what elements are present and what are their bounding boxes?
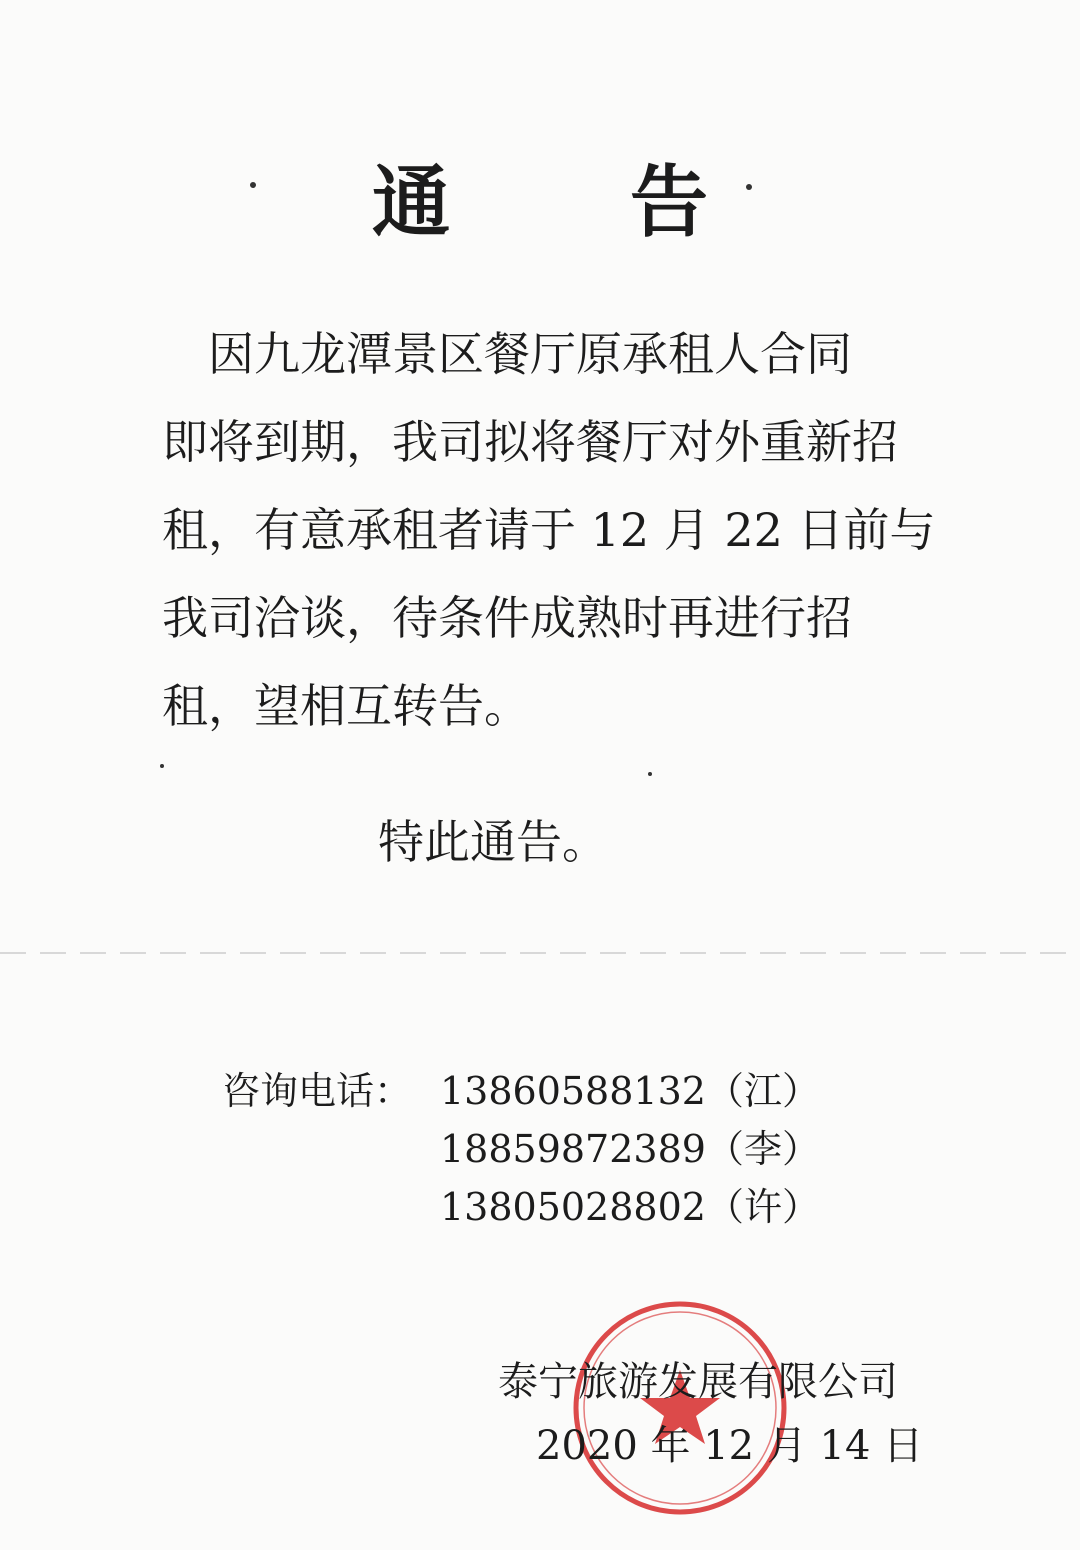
- notice-title: [0, 140, 1080, 252]
- body-line: 我司洽谈，待条件成熟时再进行招: [162, 591, 852, 645]
- contact-label: 咨询电话：: [222, 1069, 413, 1113]
- closing-statement: 特此通告。: [378, 815, 608, 869]
- issue-date: 2020 年 12 月 14 日: [536, 1423, 924, 1469]
- phone-number: 13805028802（许）: [440, 1185, 820, 1229]
- title-char-2: 告: [630, 157, 709, 248]
- paper-speck: [250, 182, 256, 188]
- body-line: 租，有意承租者请于 12 月 22 日前与: [162, 503, 936, 557]
- paper-speck: [160, 764, 164, 768]
- title-char-1: 通: [371, 157, 450, 248]
- body-line: 即将到期，我司拟将餐厅对外重新招: [162, 415, 898, 469]
- company-seal: [570, 1298, 790, 1518]
- body-line: 因九龙潭景区餐厅原承租人合同: [162, 327, 852, 381]
- paper-speck: [746, 184, 752, 190]
- phone-number: 13860588132（江）: [440, 1069, 820, 1113]
- paper-speck: [648, 772, 652, 776]
- body-line: 租，望相互转告。: [162, 679, 530, 733]
- issuer-name: 泰宁旅游发展有限公司: [498, 1359, 898, 1405]
- notice-body: [162, 310, 936, 750]
- phone-number: 18859872389（李）: [440, 1127, 820, 1171]
- paper-fold-line: [0, 952, 1080, 954]
- phone-list: [440, 1062, 820, 1236]
